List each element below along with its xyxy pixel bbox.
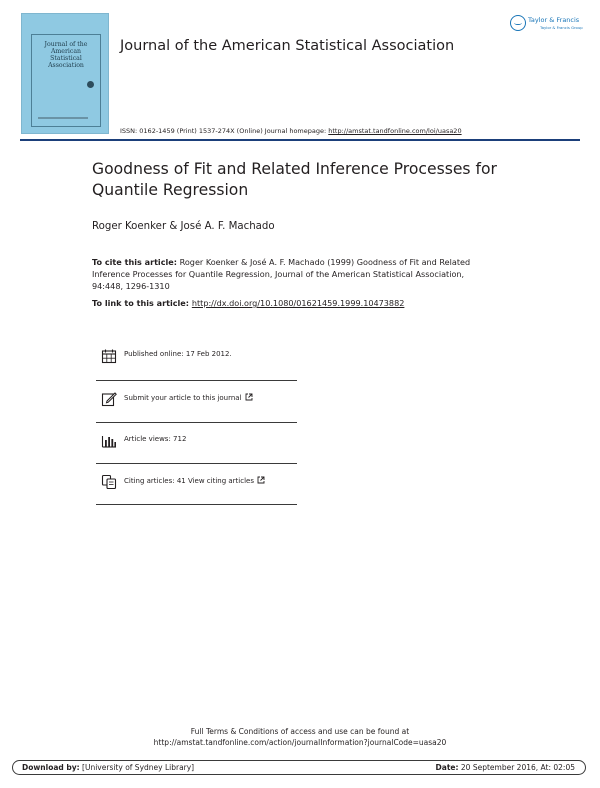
citing-articles-link[interactable]	[124, 476, 265, 485]
external-link-icon	[257, 476, 265, 484]
citing-articles-row[interactable]	[97, 466, 297, 500]
panel-divider	[96, 380, 297, 381]
download-info-bar	[12, 760, 586, 775]
download-date-label: Date:	[435, 762, 459, 772]
panel-divider	[96, 504, 297, 505]
submit-article-text: Submit your article to this journal	[124, 394, 242, 402]
citing-articles-text: Citing articles: 41 View citing articles	[124, 477, 254, 485]
journal-cover-image	[21, 13, 109, 134]
article-link-label: To link to this article:	[92, 298, 192, 308]
submit-article-row[interactable]	[97, 383, 297, 417]
calendar-icon	[101, 348, 117, 364]
terms-link[interactable]: http://amstat.tandfonline.com/action/journalInformation?journalCode=uasa20	[153, 738, 447, 747]
publisher-logo-icon	[510, 15, 526, 31]
submit-article-link[interactable]	[124, 393, 253, 402]
issn-line	[120, 127, 462, 135]
article-link-line	[92, 298, 404, 308]
cover-frame	[31, 34, 101, 127]
download-date-value: 20 September 2016, At: 02:05	[458, 762, 575, 772]
citation-text: Roger Koenker & José A. F. Machado (1999) Goodness of Fit and Related Inference Processes for Quantile Regression, Journal of the American Statistical Association, 94:448, 1296-1310	[92, 257, 471, 292]
external-link-icon	[245, 393, 253, 401]
terms-text: Full Terms & Conditions of access and use can be found at	[190, 727, 410, 736]
published-online-row	[97, 340, 297, 374]
download-date	[436, 763, 575, 772]
article-views-row	[97, 425, 297, 459]
downloaded-by-value: [University of Sydney Library]	[79, 762, 195, 772]
journal-homepage-link[interactable]: http://amstat.tandfonline.com/loi/uasa20	[328, 127, 462, 135]
citing-articles-icon	[101, 474, 117, 490]
citation-label: To cite this article:	[92, 257, 178, 267]
cover-fine-print	[38, 117, 88, 119]
article-title: Goodness of Fit and Related Inference Processes for Quantile Regression	[92, 160, 497, 199]
panel-divider	[96, 463, 297, 464]
doi-link[interactable]: http://dx.doi.org/10.1080/01621459.1999.10473882	[191, 298, 405, 308]
publisher-logo	[510, 14, 586, 38]
article-views-text: Article views: 712	[124, 435, 187, 443]
published-online-text: Published online: 17 Feb 2012.	[124, 350, 232, 358]
edit-icon	[101, 391, 117, 407]
article-authors: Roger Koenker & José A. F. Machado	[92, 221, 275, 232]
cover-seal-icon	[87, 81, 94, 88]
citation-block	[92, 256, 494, 293]
publisher-name: Taylor & Francis	[528, 16, 580, 24]
publisher-tagline: Taylor & Francis Group	[540, 25, 583, 30]
header-divider	[20, 139, 580, 141]
downloaded-by	[22, 763, 194, 772]
bar-chart-icon	[101, 433, 117, 449]
cover-title: Journal of the American Statistical Association	[44, 41, 88, 69]
panel-divider	[96, 422, 297, 423]
downloaded-by-label: Download by:	[22, 762, 80, 772]
issn-text: ISSN: 0162-1459 (Print) 1537-274X (Online) Journal homepage:	[120, 127, 329, 135]
journal-name: Journal of the American Statistical Association	[120, 38, 455, 54]
terms-block	[0, 726, 600, 748]
